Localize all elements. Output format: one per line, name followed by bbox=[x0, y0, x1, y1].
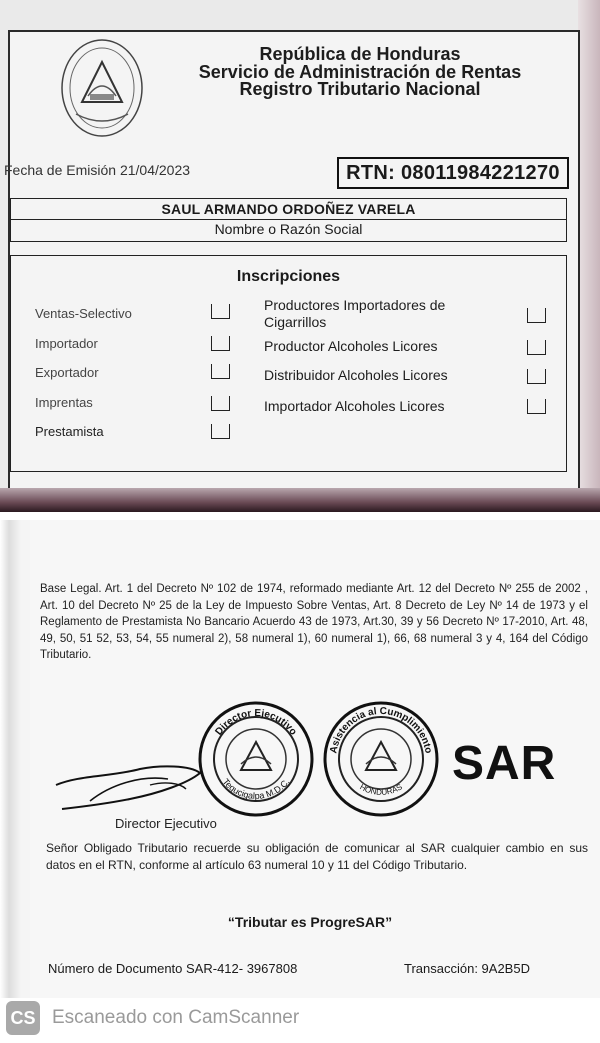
checkbox-importador-alcoholes[interactable] bbox=[527, 399, 546, 414]
card-bottom-edge bbox=[0, 488, 600, 512]
taxpayer-notice: Señor Obligado Tributario recuerde su obligación de comunicar al SAR cualquier cambio en sus datos en el RTN, conforme al artículo 63 numeral 10 y 11 del Código Tributario. bbox=[46, 841, 588, 872]
camscanner-icon: CS bbox=[6, 1001, 40, 1035]
inscriptions-title: Inscripciones bbox=[236, 268, 341, 285]
rtn-number: RTN: 08011984221270 bbox=[337, 157, 569, 189]
director-seal-icon bbox=[197, 700, 315, 818]
checkbox-importador[interactable] bbox=[211, 336, 230, 351]
header-country: República de Honduras bbox=[259, 44, 461, 64]
seal1-top-text: Director Ejecutivo bbox=[213, 707, 299, 738]
checkbox-productores-cigarrillos[interactable] bbox=[527, 308, 546, 323]
document-number: Número de Documento SAR-412- 3967808 bbox=[48, 961, 298, 976]
taxpayer-name-label: Nombre o Razón Social bbox=[214, 221, 363, 237]
seal2-bottom-text: HONDURAS bbox=[358, 782, 404, 797]
inscription-productor-alcoholes-licores: Productor Alcoholes Licores bbox=[264, 338, 438, 354]
checkbox-productor-alcoholes[interactable] bbox=[527, 340, 546, 355]
issue-date: Fecha de Emisión 21/04/2023 bbox=[4, 162, 191, 178]
header-agency: Servicio de Administración de Rentas bbox=[198, 62, 522, 82]
inscription-distribuidor-alcoholes-licores: Distribuidor Alcoholes Licores bbox=[264, 367, 448, 383]
inscription-productores-importadores-cigarrillos: Productores Importadores de Cigarrillos bbox=[264, 297, 446, 330]
transaction-id: Transacción: 9A2B5D bbox=[404, 961, 530, 976]
inscription-importador: Importador bbox=[35, 336, 98, 351]
svg-text:Asistencia al Cumplimiento bbox=[328, 706, 433, 754]
legal-basis-text: Base Legal. Art. 1 del Decreto Nº 102 de 1974, reformado mediante Art. 12 del Decreto Nº 255 de 2002 , Art. 10 del Decreto Nº 25 de la Ley de Impuesto Sobre Ventas, Art. 8 Decreto de Ley Nº 14 de 1973 y el Reglamento de Prestamista No Bancario Acuerdo 43 de 1973, Art.30, 39 y 56 Decreto Nº 17-2010, Art. 48, 49, 50, 51 52, 53, 54, 55 numeral 2), 58 numeral 1), 60 numeral 1), 66, 68 numeral 3 y 4, 164 del Código Tributario. bbox=[40, 583, 588, 662]
director-label: Director Ejecutivo bbox=[115, 816, 217, 831]
taxpayer-name: SAUL ARMANDO ORDOÑEZ VARELA bbox=[161, 201, 416, 217]
checkbox-distribuidor-alcoholes[interactable] bbox=[527, 369, 546, 384]
checkbox-prestamista[interactable] bbox=[211, 424, 230, 439]
header-registry: Registro Tributario Nacional bbox=[239, 79, 481, 99]
inscriptions-box bbox=[10, 255, 567, 472]
inscription-ventas-selectivo: Ventas-Selectivo bbox=[35, 306, 132, 321]
name-divider bbox=[11, 219, 566, 220]
card-edge-shadow bbox=[578, 0, 600, 512]
checkbox-ventas-selectivo[interactable] bbox=[211, 304, 230, 319]
inscription-exportador: Exportador bbox=[35, 365, 99, 380]
seal1-bottom-text: Tegucigalpa M.D.C. bbox=[220, 776, 292, 801]
checkbox-imprentas[interactable] bbox=[211, 396, 230, 411]
checkbox-exportador[interactable] bbox=[211, 364, 230, 379]
camscanner-watermark: Escaneado con CamScanner bbox=[52, 1007, 300, 1028]
inscription-importador-alcoholes-licores: Importador Alcoholes Licores bbox=[264, 398, 445, 414]
inscription-imprentas: Imprentas bbox=[35, 395, 93, 410]
signature-icon bbox=[50, 755, 210, 815]
sar-logo: SAR bbox=[452, 737, 557, 790]
svg-text:HONDURAS bbox=[358, 782, 403, 797]
seal2-top-text: Asistencia al Cumplimiento bbox=[328, 705, 434, 755]
compliance-seal-icon bbox=[322, 700, 440, 818]
scan-gap bbox=[0, 512, 600, 520]
honduras-emblem-icon bbox=[58, 36, 146, 146]
inscription-prestamista: Prestamista bbox=[35, 424, 104, 439]
taxpayer-name-box bbox=[10, 198, 567, 242]
slogan: “Tributar es ProgreSAR” bbox=[227, 914, 393, 930]
